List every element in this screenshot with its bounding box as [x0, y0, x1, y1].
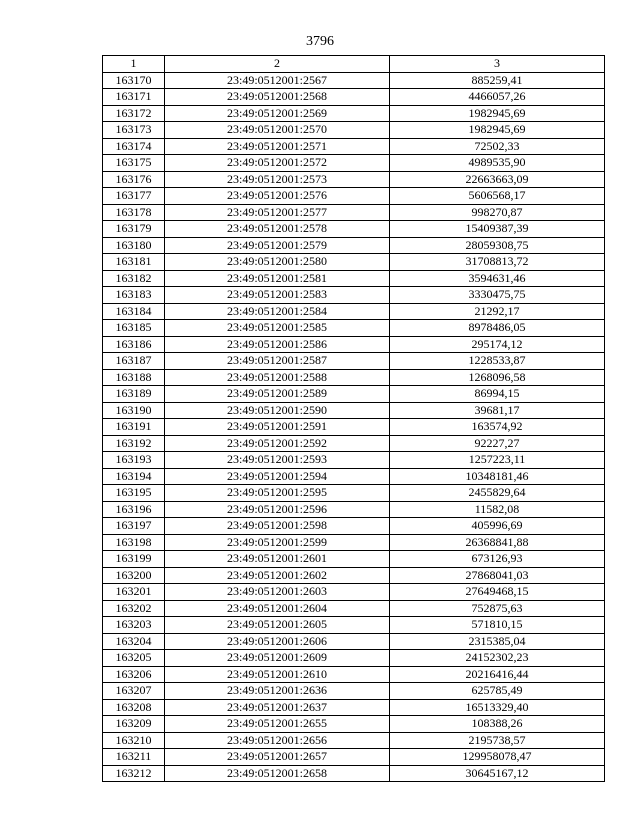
- table-row: [103, 155, 605, 172]
- value-cell: 1228533,87: [390, 353, 605, 370]
- cadastral-number-cell: 23:49:0512001:2656: [165, 732, 390, 749]
- table-row: [103, 336, 605, 353]
- cadastral-number-cell: 23:49:0512001:2588: [165, 369, 390, 386]
- value-cell: 108388,26: [390, 716, 605, 733]
- row-number-cell: 163210: [103, 732, 165, 749]
- table-header-row: [103, 56, 605, 73]
- value-cell: 571810,15: [390, 617, 605, 634]
- row-number-cell: 163178: [103, 204, 165, 221]
- table-row: [103, 551, 605, 568]
- table-body: [103, 72, 605, 782]
- value-cell: 2455829,64: [390, 485, 605, 502]
- table-row: [103, 600, 605, 617]
- row-number-cell: 163187: [103, 353, 165, 370]
- cadastral-number-cell: 23:49:0512001:2591: [165, 419, 390, 436]
- value-cell: 4466057,26: [390, 89, 605, 106]
- row-number-cell: 163205: [103, 650, 165, 667]
- table-row: [103, 369, 605, 386]
- value-cell: 998270,87: [390, 204, 605, 221]
- row-number-cell: 163179: [103, 221, 165, 238]
- value-cell: 27868041,03: [390, 567, 605, 584]
- table-row: [103, 485, 605, 502]
- cadastral-number-cell: 23:49:0512001:2603: [165, 584, 390, 601]
- cadastral-number-cell: 23:49:0512001:2637: [165, 699, 390, 716]
- row-number-cell: 163202: [103, 600, 165, 617]
- table-row: [103, 501, 605, 518]
- table-row: [103, 534, 605, 551]
- value-cell: 129958078,47: [390, 749, 605, 766]
- value-cell: 2195738,57: [390, 732, 605, 749]
- cadastral-number-cell: 23:49:0512001:2606: [165, 633, 390, 650]
- table-row: [103, 650, 605, 667]
- row-number-cell: 163177: [103, 188, 165, 205]
- table-row: [103, 765, 605, 782]
- value-cell: 39681,17: [390, 402, 605, 419]
- row-number-cell: 163209: [103, 716, 165, 733]
- value-cell: 885259,41: [390, 72, 605, 89]
- cadastral-number-cell: 23:49:0512001:2598: [165, 518, 390, 535]
- value-cell: 22663663,09: [390, 171, 605, 188]
- table-row: [103, 254, 605, 271]
- cadastral-number-cell: 23:49:0512001:2586: [165, 336, 390, 353]
- value-cell: 163574,92: [390, 419, 605, 436]
- row-number-cell: 163185: [103, 320, 165, 337]
- cadastral-number-cell: 23:49:0512001:2595: [165, 485, 390, 502]
- table-row: [103, 617, 605, 634]
- cadastral-number-cell: 23:49:0512001:2592: [165, 435, 390, 452]
- cadastral-number-cell: 23:49:0512001:2655: [165, 716, 390, 733]
- row-number-cell: 163208: [103, 699, 165, 716]
- row-number-cell: 163196: [103, 501, 165, 518]
- row-number-cell: 163170: [103, 72, 165, 89]
- table-row: [103, 699, 605, 716]
- cadastral-number-cell: 23:49:0512001:2569: [165, 105, 390, 122]
- column-header-3: 3: [390, 56, 605, 73]
- cadastral-number-cell: 23:49:0512001:2657: [165, 749, 390, 766]
- table-row: [103, 353, 605, 370]
- row-number-cell: 163188: [103, 369, 165, 386]
- row-number-cell: 163189: [103, 386, 165, 403]
- value-cell: 24152302,23: [390, 650, 605, 667]
- row-number-cell: 163201: [103, 584, 165, 601]
- row-number-cell: 163199: [103, 551, 165, 568]
- value-cell: 11582,08: [390, 501, 605, 518]
- cadastral-number-cell: 23:49:0512001:2570: [165, 122, 390, 139]
- value-cell: 27649468,15: [390, 584, 605, 601]
- value-cell: 86994,15: [390, 386, 605, 403]
- cadastral-number-cell: 23:49:0512001:2572: [165, 155, 390, 172]
- data-table: [102, 55, 605, 782]
- table-row: [103, 237, 605, 254]
- row-number-cell: 163193: [103, 452, 165, 469]
- cadastral-number-cell: 23:49:0512001:2610: [165, 666, 390, 683]
- table-row: [103, 171, 605, 188]
- cadastral-number-cell: 23:49:0512001:2576: [165, 188, 390, 205]
- table-row: [103, 419, 605, 436]
- row-number-cell: 163181: [103, 254, 165, 271]
- table-row: [103, 716, 605, 733]
- table-row: [103, 386, 605, 403]
- table-row: [103, 584, 605, 601]
- cadastral-number-cell: 23:49:0512001:2578: [165, 221, 390, 238]
- column-header-2: 2: [165, 56, 390, 73]
- column-header-1: 1: [103, 56, 165, 73]
- table-row: [103, 633, 605, 650]
- table-row: [103, 122, 605, 139]
- value-cell: 8978486,05: [390, 320, 605, 337]
- value-cell: 26368841,88: [390, 534, 605, 551]
- value-cell: 625785,49: [390, 683, 605, 700]
- cadastral-number-cell: 23:49:0512001:2594: [165, 468, 390, 485]
- row-number-cell: 163204: [103, 633, 165, 650]
- table-row: [103, 567, 605, 584]
- cadastral-number-cell: 23:49:0512001:2609: [165, 650, 390, 667]
- cadastral-number-cell: 23:49:0512001:2658: [165, 765, 390, 782]
- value-cell: 20216416,44: [390, 666, 605, 683]
- value-cell: 21292,17: [390, 303, 605, 320]
- row-number-cell: 163200: [103, 567, 165, 584]
- cadastral-number-cell: 23:49:0512001:2585: [165, 320, 390, 337]
- row-number-cell: 163171: [103, 89, 165, 106]
- table-row: [103, 105, 605, 122]
- cadastral-number-cell: 23:49:0512001:2577: [165, 204, 390, 221]
- table-row: [103, 749, 605, 766]
- value-cell: 5606568,17: [390, 188, 605, 205]
- table-row: [103, 303, 605, 320]
- value-cell: 1982945,69: [390, 122, 605, 139]
- table-row: [103, 188, 605, 205]
- value-cell: 752875,63: [390, 600, 605, 617]
- table-row: [103, 468, 605, 485]
- table-row: [103, 320, 605, 337]
- cadastral-number-cell: 23:49:0512001:2573: [165, 171, 390, 188]
- cadastral-number-cell: 23:49:0512001:2599: [165, 534, 390, 551]
- table-row: [103, 402, 605, 419]
- value-cell: 31708813,72: [390, 254, 605, 271]
- cadastral-number-cell: 23:49:0512001:2583: [165, 287, 390, 304]
- value-cell: 1982945,69: [390, 105, 605, 122]
- cadastral-number-cell: 23:49:0512001:2604: [165, 600, 390, 617]
- row-number-cell: 163172: [103, 105, 165, 122]
- value-cell: 30645167,12: [390, 765, 605, 782]
- cadastral-number-cell: 23:49:0512001:2581: [165, 270, 390, 287]
- row-number-cell: 163176: [103, 171, 165, 188]
- value-cell: 1257223,11: [390, 452, 605, 469]
- value-cell: 92227,27: [390, 435, 605, 452]
- row-number-cell: 163203: [103, 617, 165, 634]
- value-cell: 3594631,46: [390, 270, 605, 287]
- table-row: [103, 683, 605, 700]
- cadastral-number-cell: 23:49:0512001:2602: [165, 567, 390, 584]
- page-number: 3796: [306, 34, 334, 49]
- value-cell: 10348181,46: [390, 468, 605, 485]
- cadastral-number-cell: 23:49:0512001:2571: [165, 138, 390, 155]
- table-row: [103, 287, 605, 304]
- table-row: [103, 72, 605, 89]
- table-row: [103, 138, 605, 155]
- row-number-cell: 163184: [103, 303, 165, 320]
- row-number-cell: 163211: [103, 749, 165, 766]
- cadastral-number-cell: 23:49:0512001:2596: [165, 501, 390, 518]
- value-cell: 72502,33: [390, 138, 605, 155]
- cadastral-number-cell: 23:49:0512001:2636: [165, 683, 390, 700]
- value-cell: 1268096,58: [390, 369, 605, 386]
- cadastral-number-cell: 23:49:0512001:2567: [165, 72, 390, 89]
- row-number-cell: 163175: [103, 155, 165, 172]
- value-cell: 405996,69: [390, 518, 605, 535]
- row-number-cell: 163192: [103, 435, 165, 452]
- table-row: [103, 204, 605, 221]
- row-number-cell: 163197: [103, 518, 165, 535]
- cadastral-number-cell: 23:49:0512001:2579: [165, 237, 390, 254]
- table-row: [103, 221, 605, 238]
- value-cell: 2315385,04: [390, 633, 605, 650]
- value-cell: 295174,12: [390, 336, 605, 353]
- cadastral-number-cell: 23:49:0512001:2580: [165, 254, 390, 271]
- table-row: [103, 452, 605, 469]
- cadastral-number-cell: 23:49:0512001:2605: [165, 617, 390, 634]
- cadastral-number-cell: 23:49:0512001:2590: [165, 402, 390, 419]
- row-number-cell: 163173: [103, 122, 165, 139]
- value-cell: 28059308,75: [390, 237, 605, 254]
- row-number-cell: 163194: [103, 468, 165, 485]
- row-number-cell: 163191: [103, 419, 165, 436]
- row-number-cell: 163174: [103, 138, 165, 155]
- table-row: [103, 732, 605, 749]
- cadastral-number-cell: 23:49:0512001:2584: [165, 303, 390, 320]
- row-number-cell: 163186: [103, 336, 165, 353]
- row-number-cell: 163195: [103, 485, 165, 502]
- row-number-cell: 163212: [103, 765, 165, 782]
- row-number-cell: 163198: [103, 534, 165, 551]
- table-row: [103, 89, 605, 106]
- row-number-cell: 163190: [103, 402, 165, 419]
- cadastral-number-cell: 23:49:0512001:2589: [165, 386, 390, 403]
- row-number-cell: 163183: [103, 287, 165, 304]
- value-cell: 15409387,39: [390, 221, 605, 238]
- row-number-cell: 163182: [103, 270, 165, 287]
- table-row: [103, 666, 605, 683]
- cadastral-number-cell: 23:49:0512001:2568: [165, 89, 390, 106]
- row-number-cell: 163206: [103, 666, 165, 683]
- table-row: [103, 270, 605, 287]
- row-number-cell: 163180: [103, 237, 165, 254]
- table-row: [103, 518, 605, 535]
- cadastral-number-cell: 23:49:0512001:2601: [165, 551, 390, 568]
- row-number-cell: 163207: [103, 683, 165, 700]
- table-row: [103, 435, 605, 452]
- value-cell: 4989535,90: [390, 155, 605, 172]
- cadastral-number-cell: 23:49:0512001:2593: [165, 452, 390, 469]
- cadastral-number-cell: 23:49:0512001:2587: [165, 353, 390, 370]
- value-cell: 16513329,40: [390, 699, 605, 716]
- value-cell: 673126,93: [390, 551, 605, 568]
- value-cell: 3330475,75: [390, 287, 605, 304]
